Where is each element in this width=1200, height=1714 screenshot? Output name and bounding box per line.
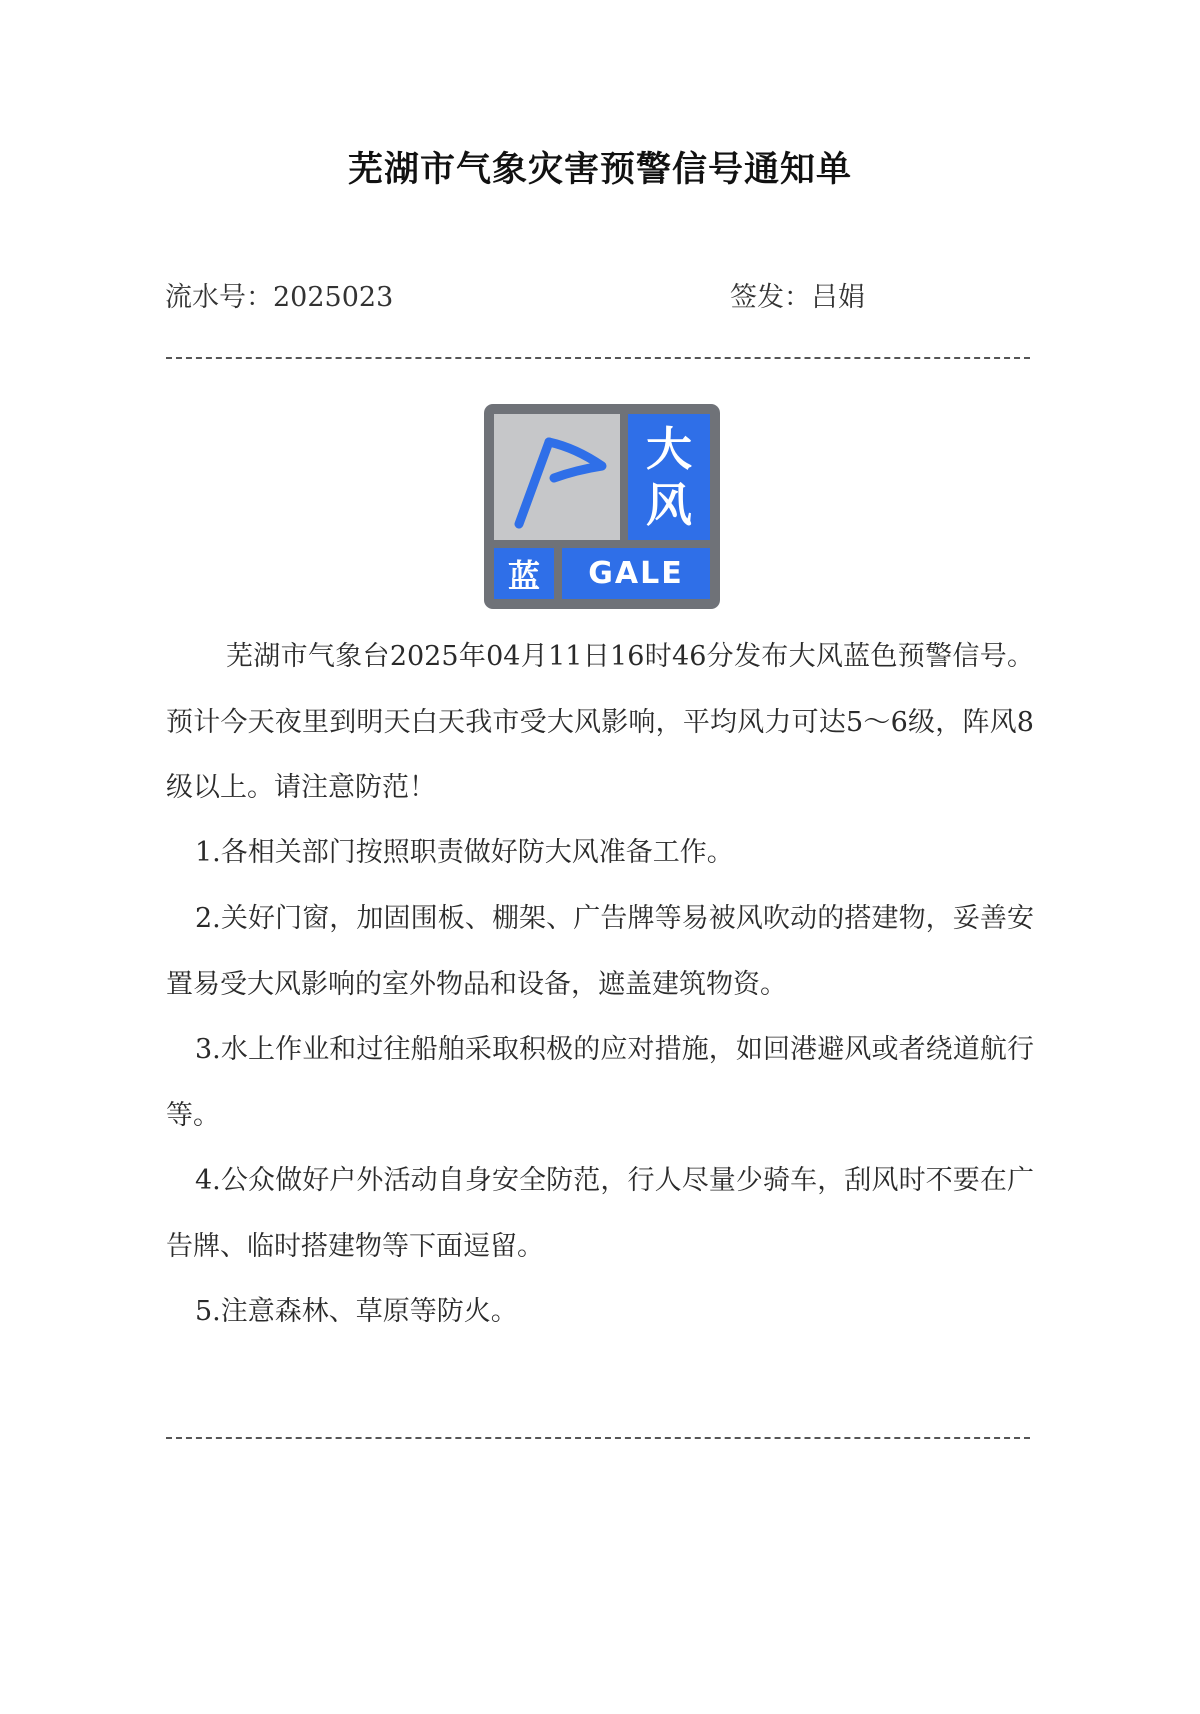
gale-blue-warning-signal <box>484 404 720 609</box>
signal-english-label: GALE <box>562 548 710 599</box>
signal-icon-panel <box>494 414 620 540</box>
issuer: 签发：吕娟 <box>730 282 865 313</box>
advice-item-4: 4.公众做好户外活动自身安全防范，行人尽量少骑车，刮风时不要在广告牌、临时搭建物等下面逗留。 <box>166 1165 1034 1262</box>
advice-item-5: 5.注意森林、草原等防火。 <box>195 1296 518 1327</box>
advice-item-2: 2.关好门窗，加固围板、棚架、广告牌等易被风吹动的搭建物，妥善安置易受大风影响的室外物品和设备，遮盖建筑物资。 <box>166 903 1034 1000</box>
signal-color-label: 蓝 <box>494 548 554 599</box>
signal-char-top: 大 <box>646 422 692 476</box>
advice-item-1: 1.各相关部门按照职责做好防大风准备工作。 <box>195 837 734 868</box>
wind-flag-icon <box>494 414 620 540</box>
signal-type-panel <box>628 414 710 540</box>
serial-number: 流水号：2025023 <box>165 282 394 313</box>
bottom-divider <box>166 1437 1030 1439</box>
intro-paragraph: 芜湖市气象台2025年04月11日16时46分发布大风蓝色预警信号。预计今天夜里到明天白天我市受大风影响，平均风力可达5～6级，阵风8级以上。请注意防范！ <box>166 641 1034 803</box>
signal-char-bottom: 风 <box>646 478 692 532</box>
advice-item-3: 3.水上作业和过往船舶采取积极的应对措施，如回港避风或者绕道航行等。 <box>166 1034 1034 1131</box>
top-divider <box>166 357 1030 359</box>
page-title: 芜湖市气象灾害预警信号通知单 <box>347 149 852 190</box>
